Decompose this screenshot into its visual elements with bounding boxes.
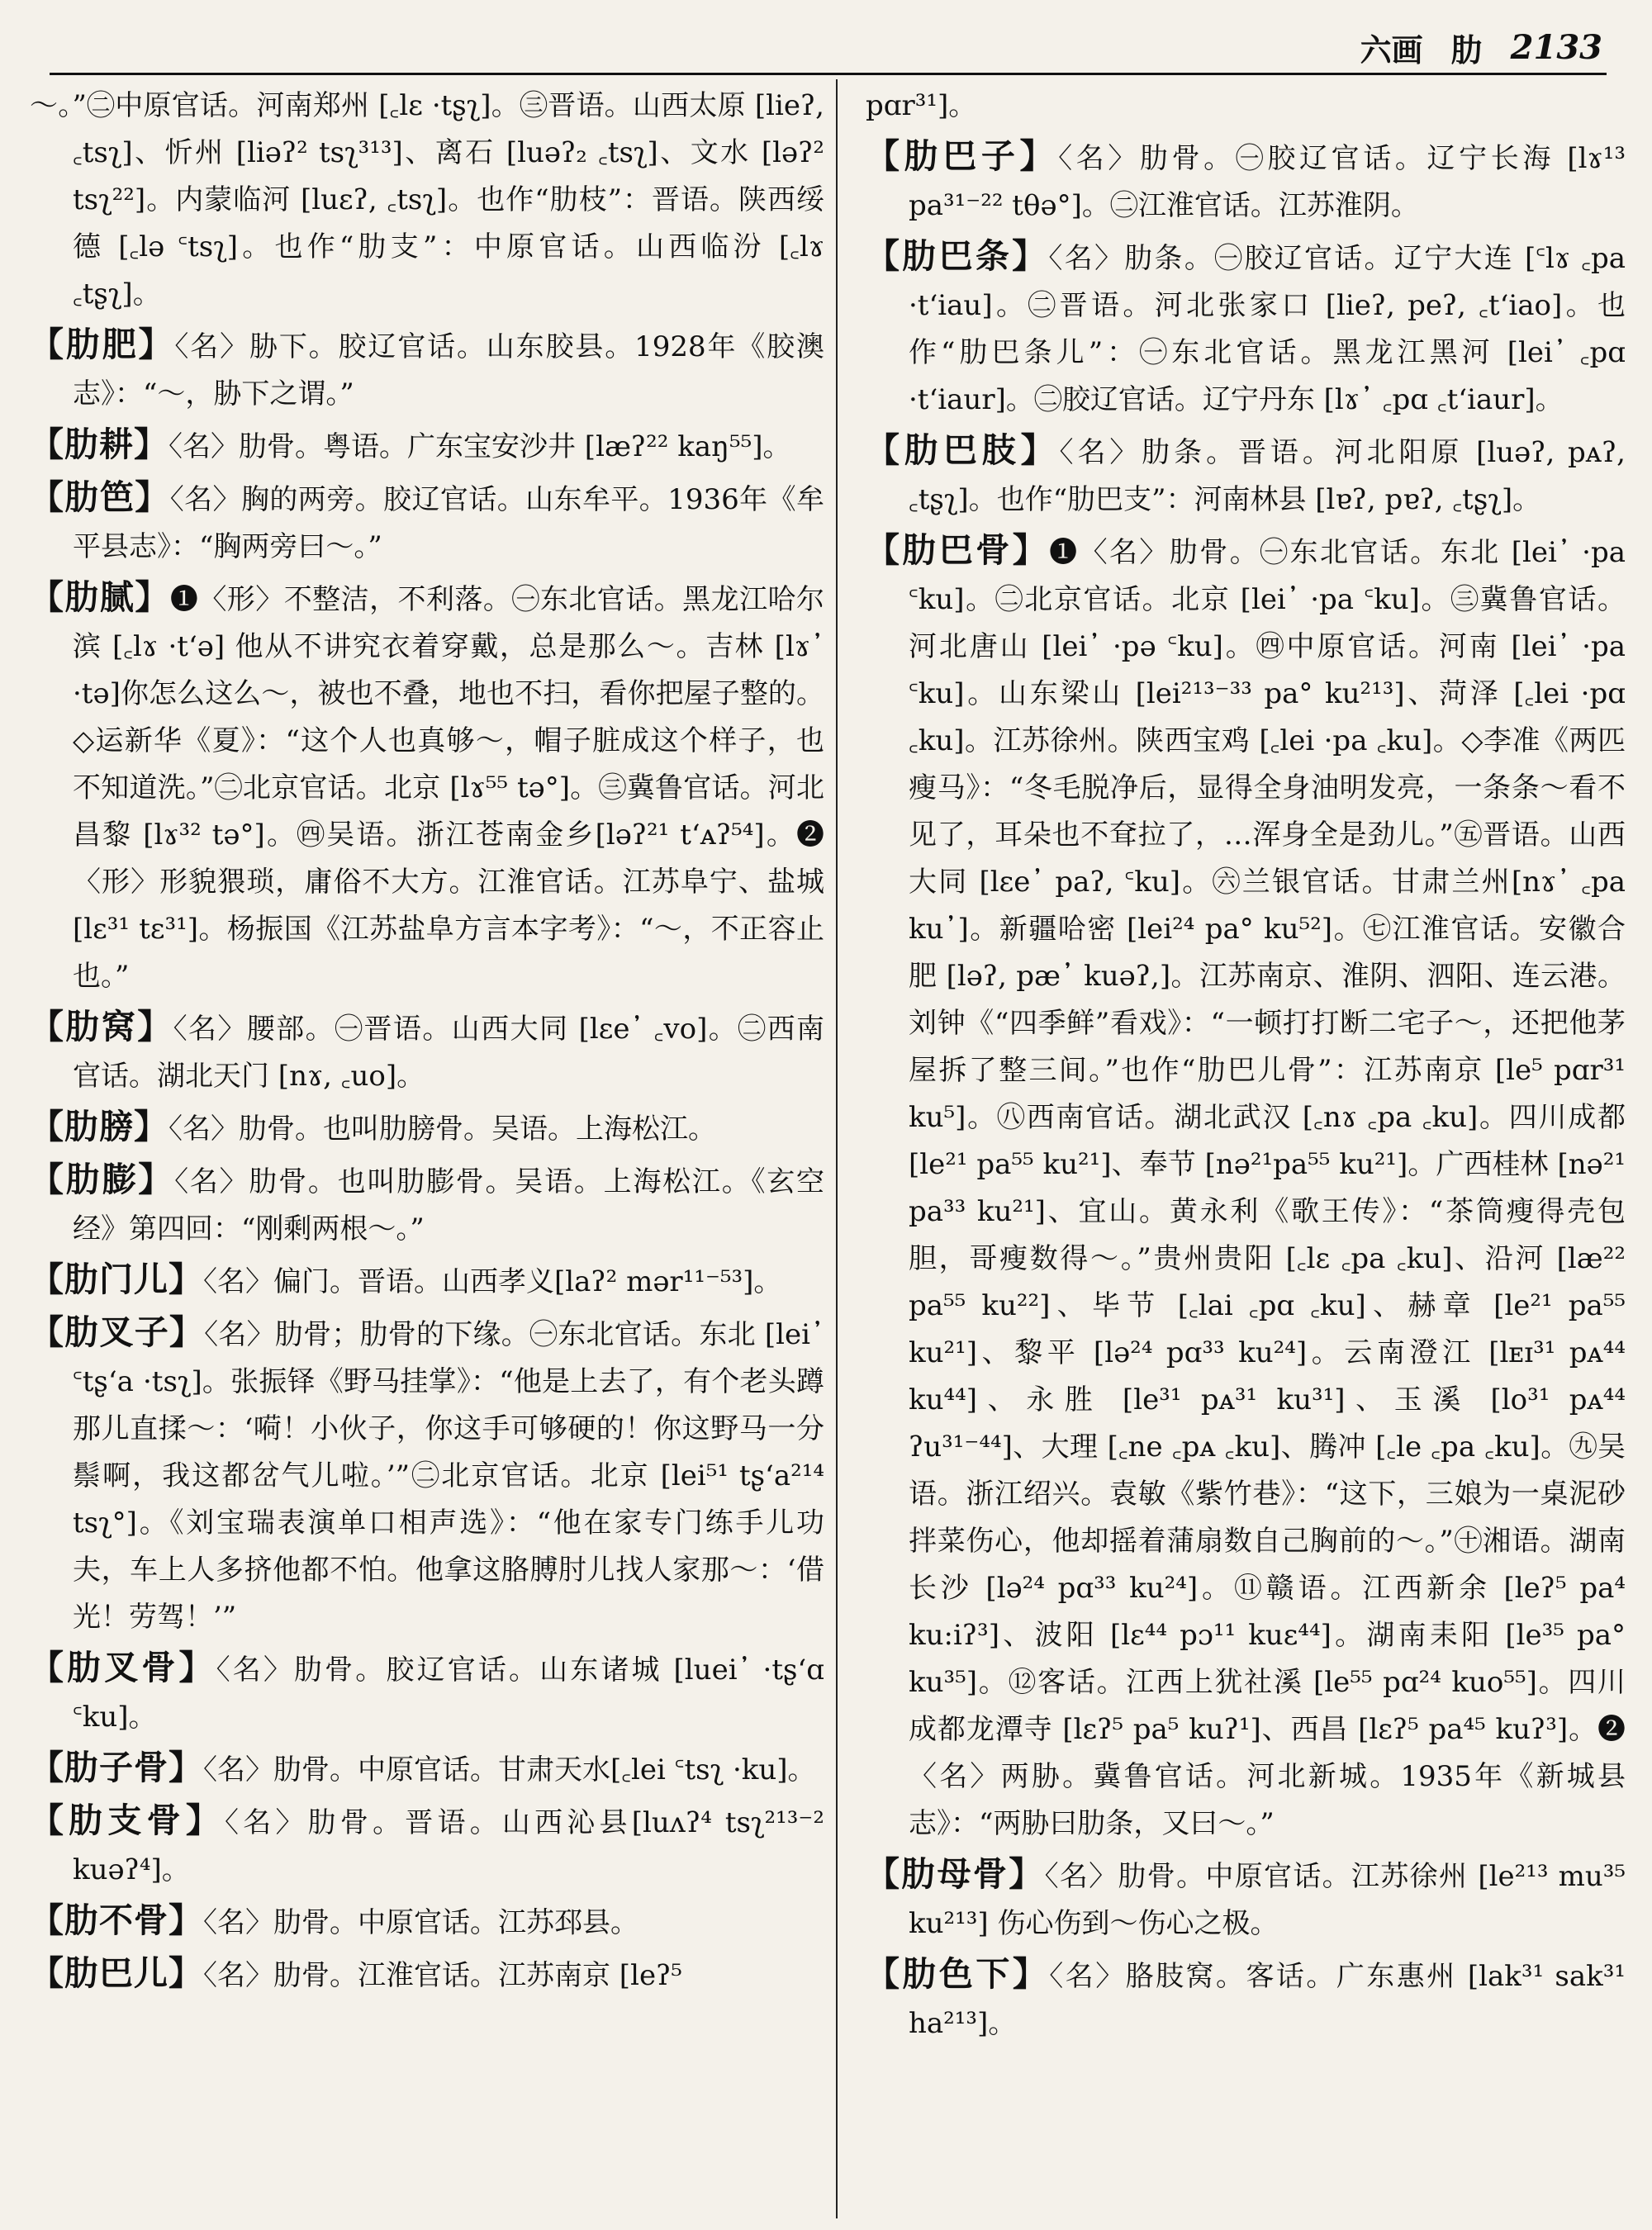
entry-headword: 【肋巴肢】 <box>866 430 1060 470</box>
entry-headword: 【肋窝】 <box>30 1007 173 1046</box>
entry-headword: 【肋不骨】 <box>30 1900 203 1940</box>
dictionary-entry <box>30 1156 824 1253</box>
dictionary-entry <box>866 1951 1626 2047</box>
dictionary-entry <box>866 133 1626 230</box>
entry-headword: 【肋笆】 <box>30 477 170 517</box>
entry-definition: 〈名〉肋骨。也叫肋膀骨。吴语。上海松江。 <box>169 1113 716 1146</box>
entry-definition: ❶〈名〉肋骨。㊀东北官话。东北 [lei᾿ ·pa ꜂ku]。㊁北京官话。北京 [lei᾿ ·pa ꜂ku]。㊂冀鲁官话。河北唐山 [lei᾿ ·pə ꜂ku]。㊃中原官话。河南 [lei᾿ ·pa ꜂ku]。山东梁山 [lei²¹³⁻³³ pa° ku²¹³]、菏泽 [꜀lei ·pɑ ꜀ku]。江苏徐州。陕西宝鸡 [꜀lei ·pa ꜀ku]。◇李准《两匹瘦马》：“冬毛脱净后，显得全身油明发亮，一条条～看不见了，耳朵也不耷拉了，…浑身全是劲儿。”㊄晋语。山西大同 [lɛe᾿ paʔ, ꜂ku]。㊅兰银官话。甘肃兰州[nɤ᾿ ꜀pa ku᾿]。新疆哈密 [lei²⁴ pa° ku⁵²]。㊆江淮官话。安徽合肥 [ləʔ, pæ᾿ kuəʔ,]。江苏南京、淮阴、泗阳、连云港。刘钟《“四季鲜”看戏》：“一顿打打断二宅子～，还把他茅屋拆了整三间。”也作“肋巴儿骨”：江苏南京 [le⁵ pɑr³¹ ku⁵]。㊇西南官话。湖北武汉 [꜀nɤ ꜀pa ꜀ku]。四川成都 [le²¹ pa⁵⁵ ku²¹]、奉节 [nə²¹pa⁵⁵ ku²¹]。广西桂林 [nə²¹ pa³³ ku²¹]、宜山。黄永利《歌王传》：“茶筒瘦得壳包胆，哥瘦数得～。”贵州贵阳 [꜀lɛ ꜀pa ꜀ku]、沿河 [læ²² pa⁵⁵ ku²²]、毕节 [꜀lai ꜀pɑ ꜀ku]、赫章 [le²¹ pa⁵⁵ ku²¹]、黎平 [lə²⁴ pɑ³³ ku²⁴]。云南澄江 [lᴇɪ³¹ pᴀ⁴⁴ ku⁴⁴]、永胜 [le³¹ pᴀ³¹ ku³¹]、玉溪 [lo³¹ pᴀ⁴⁴ ʔu³¹⁻⁴⁴]、大理 [꜀ne ꜀pᴀ ꜀ku]、腾冲 [꜀le ꜀pa ꜀ku]。㊈吴语。浙江绍兴。袁敏《紫竹巷》：“这下，三娘为一桌泥砂拌菜伤心，他却摇着蒲扇数自己胸前的～。”㊉湘语。湖南长沙 [lə²⁴ pɑ³³ ku²⁴]。⑪赣语。江西新余 [leʔ⁵ pa⁴ ku:iʔ³]、波阳 [lɛ⁴⁴ pɔ¹¹ kuɛ⁴⁴]。湖南耒阳 [le³⁵ pa° ku³⁵]。⑫客话。江西上犹社溪 [le⁵⁵ pɑ²⁴ kuo⁵⁵]。四川成都龙潭寺 [lɛʔ⁵ pa⁵ kuʔ¹]、西昌 [lɛʔ⁵ pa⁴⁵ kuʔ³]。❷〈名〉两胁。冀鲁官话。河北新城。1935年《新城县志》：“两胁曰肋条，又曰～。” <box>909 536 1626 1840</box>
dictionary-entry <box>30 1897 824 1947</box>
dictionary-entry <box>866 233 1626 424</box>
dictionary-entry <box>30 1797 824 1894</box>
dictionary-entry <box>866 83 1626 130</box>
dictionary-entry <box>30 474 824 571</box>
section-label: 六画 <box>1360 31 1423 69</box>
entry-definition: 〈名〉肋骨。江淮官话。江苏南京 [leʔ⁵ <box>203 1959 682 1992</box>
entry-headword: 【肋腻】 <box>30 577 170 617</box>
entry-headword: 【肋门儿】 <box>30 1260 203 1299</box>
entry-definition: ～。”㊁中原官话。河南郑州 [꜀lɛ ·tʂʅ]。㊂晋语。山西太原 [lieʔ, ꜀tsʅ]、忻州 [liəʔ² tsʅ³¹³]、离石 [luəʔ₂ ꜀tsʅ]、文水 [ləʔ² tsʅ²²]。内蒙临河 [luɛʔ, ꜀tsʅ]。也作“肋枝”：晋语。陕西绥德 [꜀lə ꜂tsʅ]。也作“肋支”：中原官话。山西临汾 [꜀lɤ ꜀tʂʅ]。 <box>30 89 824 311</box>
entry-headword: 【肋膀】 <box>30 1107 169 1146</box>
dictionary-entry <box>30 83 824 318</box>
entry-definition: 〈名〉胸的两旁。胶辽官话。山东牟平。1936年《牟平县志》：“胸两旁曰～。” <box>73 483 824 563</box>
entry-definition: 〈名〉肋条。㊀胶辽官话。辽宁大连 [꜂lɤ ꜀pa ·tʻiau]。㊁晋语。河北张家口 [lieʔ, peʔ, ꜀tʻiao]。也作“肋巴条儿”：㊀东北官话。黑龙江黑河 [lei᾿ ꜀pɑ ·tʻiaur]。㊁胶辽官话。辽宁丹东 [lɤ᾿ ꜀pɑ ꜀tʻiaur]。 <box>909 242 1626 416</box>
dictionary-entry <box>866 427 1626 524</box>
entry-headword: 【肋肥】 <box>30 325 175 364</box>
header-character: 肋 <box>1450 31 1483 69</box>
entry-definition: 〈名〉偏门。晋语。山西孝义[laʔ² mər¹¹⁻⁵³]。 <box>203 1265 782 1298</box>
dictionary-entry <box>30 1256 824 1306</box>
dictionary-entry <box>866 1851 1626 1948</box>
page-header <box>50 18 1602 76</box>
entry-headword: 【肋子骨】 <box>30 1748 203 1787</box>
dictionary-entry <box>30 421 824 471</box>
dictionary-entry <box>30 1309 824 1641</box>
dictionary-entry <box>30 1103 824 1153</box>
entry-definition: 〈名〉肋骨。㊀胶辽官话。辽宁长海 [lɤ¹³ pa³¹⁻²² tθə°]。㊁江淮官话。江苏淮阴。 <box>909 142 1626 222</box>
entry-definition: 〈名〉胳肢窝。客话。广东惠州 [lak³¹ sak³¹ ha²¹³]。 <box>909 1960 1626 2040</box>
entry-definition: 〈名〉胁下。胶辽官话。山东胶县。1928年《胶澳志》：“～，胁下之谓。” <box>73 330 824 410</box>
entry-headword: 【肋叉子】 <box>30 1312 205 1352</box>
dictionary-entry <box>30 1950 824 2000</box>
entry-headword: 【肋叉骨】 <box>30 1648 216 1687</box>
dictionary-entry <box>30 321 824 418</box>
entry-definition: 〈名〉肋骨。中原官话。江苏徐州 [le²¹³ mu³⁵ ku²¹³] 伤心伤到～伤心之极。 <box>909 1860 1626 1940</box>
left-column <box>30 83 824 2213</box>
entry-definition: 〈名〉肋骨。也叫肋膨骨。吴语。上海松江。《玄空经》第四回：“刚剩两根～。” <box>73 1165 824 1245</box>
entry-definition: 〈名〉肋条。晋语。河北阳原 [luəʔ, pᴀʔ, ꜀tʂʅ]。也作“肋巴支”：河南林县 [lɐʔ, pɐʔ, ꜀tʂʅ]。 <box>909 436 1626 516</box>
entry-definition: 〈名〉肋骨。粤语。广东宝安沙井 [læʔ²² kaŋ⁵⁵]。 <box>169 430 791 463</box>
column-divider <box>836 79 838 2218</box>
entry-headword: 【肋膨】 <box>30 1160 175 1199</box>
entry-definition: pɑr³¹]。 <box>866 89 977 122</box>
entry-definition: 〈名〉肋骨。中原官话。江苏邳县。 <box>203 1906 638 1939</box>
right-column <box>866 83 1626 2213</box>
entry-headword: 【肋耕】 <box>30 425 169 464</box>
entry-headword: 【肋巴儿】 <box>30 1953 203 1993</box>
entry-headword: 【肋色下】 <box>866 1954 1050 1994</box>
dictionary-entry <box>30 1644 824 1741</box>
entry-headword: 【肋巴子】 <box>866 136 1059 176</box>
entry-headword: 【肋支骨】 <box>30 1801 225 1840</box>
entry-headword: 【肋巴条】 <box>866 236 1049 276</box>
dictionary-entry <box>30 1004 824 1100</box>
dictionary-entry <box>30 574 824 1000</box>
header-rule <box>50 73 1607 75</box>
dictionary-entry <box>866 527 1626 1848</box>
entry-definition: 〈名〉肋骨。中原官话。甘肃天水[꜀lei ꜂tsʅ ·ku]。 <box>203 1753 816 1786</box>
entry-definition: ❶〈形〉不整洁，不利落。㊀东北官话。黑龙江哈尔滨 [꜀lɤ ·tʻə] 他从不讲究衣着穿戴，总是那么～。吉林 [lɤ᾿ ·tə]你怎么这么～，被也不叠，地也不扫，看你把屋子整的。◇运新华《夏》：“这个人也真够～，帽子脏成这个样子，也不知道洗。”㊁北京官话。北京 [lɤ⁵⁵ tə°]。㊂冀鲁官话。河北昌黎 [lɤ³² tə°]。㊃吴语。浙江苍南金乡[ləʔ²¹ tʻᴀʔ⁵⁴]。❷〈形〉形貌猥琐，庸俗不大方。江淮官话。江苏阜宁、盐城 [lɛ³¹ tɛ³¹]。杨振国《江苏盐阜方言本字考》：“～，不正容止也。” <box>73 583 824 993</box>
entry-definition: 〈名〉肋骨；肋骨的下缘。㊀东北官话。东北 [lei᾿ ꜂tʂʻa ·tsʅ]。张振铎《野马挂掌》：“他是上去了，有个老头蹲那儿直揉～：‘嗬！小伙子，你这手可够硬的！你这野马一分鬃啊，我这都岔气儿啦。’”㊁北京官话。北京 [lei⁵¹ tʂʻa²¹⁴ tsʅ°]。《刘宝瑞表演单口相声选》：“他在家专门练手儿功夫，车上人多挤他都不怕。他拿这胳膊肘儿找人家那～：‘借光！劳驾！’” <box>73 1318 824 1634</box>
entry-definition: 〈名〉肋骨。胶辽官话。山东诸城 [luei᾿ ·tʂʻɑ ꜂ku]。 <box>73 1654 824 1734</box>
entry-definition: 〈名〉肋骨。晋语。山西沁县[luʌʔ⁴ tsʅ²¹³⁻² kuəʔ⁴]。 <box>73 1806 824 1886</box>
entry-headword: 【肋母骨】 <box>866 1854 1045 1894</box>
entry-headword: 【肋巴骨】 <box>866 530 1050 570</box>
dictionary-entry <box>30 1744 824 1794</box>
page-number: 2133 <box>1510 27 1602 67</box>
entry-definition: 〈名〉腰部。㊀晋语。山西大同 [lɛe᾿ ꜀vo]。㊁西南官话。湖北天门 [nɤ, ꜀uo]。 <box>73 1013 824 1093</box>
